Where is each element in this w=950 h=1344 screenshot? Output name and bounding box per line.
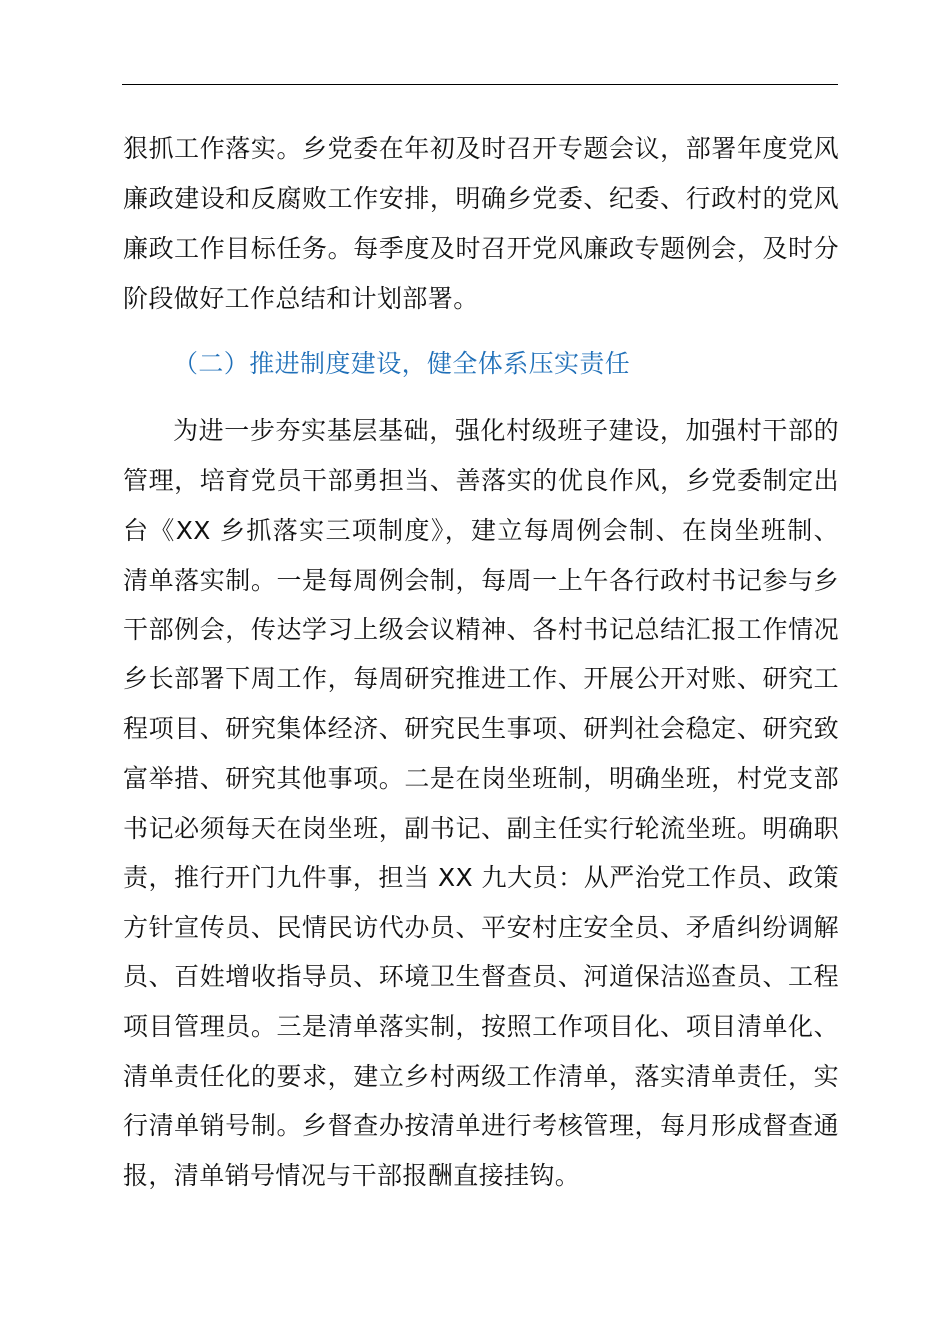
paragraph1-line: 狠抓工作落实。乡党委在年初及时召开专题会议，部署年度党风 — [123, 134, 839, 163]
paragraph2-line: 责，推行开门九件事，担当 XX 九大员：从严治党工作员、政策 — [123, 863, 839, 892]
paragraph2-line: 富举措、研究其他事项。二是在岗坐班制，明确坐班，村党支部 — [123, 764, 839, 793]
paragraph2-line: 清单责任化的要求，建立乡村两级工作清单，落实清单责任，实 — [123, 1062, 839, 1091]
paragraph2-line: 项目管理员。三是清单落实制，按照工作项目化、项目清单化、 — [123, 1012, 839, 1041]
paragraph2-line: 员、百姓增收指导员、环境卫生督查员、河道保洁巡查员、工程 — [123, 962, 839, 991]
paragraph2-line: 干部例会，传达学习上级会议精神、各村书记总结汇报工作情况 — [123, 615, 839, 644]
paragraph2-line: 行清单销号制。乡督查办按清单进行考核管理，每月形成督查通 — [123, 1111, 839, 1140]
paragraph2-line: 方针宣传员、民情民访代办员、平安村庄安全员、矛盾纠纷调解 — [123, 913, 839, 942]
paragraph1-line: 廉政建设和反腐败工作安排，明确乡党委、纪委、行政村的党风 — [123, 184, 839, 213]
paragraph1-line: 阶段做好工作总结和计划部署。 — [123, 284, 479, 313]
paragraph2-line: 管理，培育党员干部勇担当、善落实的优良作风，乡党委制定出 — [123, 466, 839, 495]
section-heading: （二）推进制度建设，健全体系压实责任 — [173, 349, 631, 378]
header-rule — [122, 84, 838, 85]
paragraph2-line: 为进一步夯实基层基础，强化村级班子建设，加强村干部的 — [173, 416, 839, 445]
paragraph2-line: 台《XX 乡抓落实三项制度》，建立每周例会制、在岗坐班制、 — [123, 516, 839, 545]
paragraph2-line: 程项目、研究集体经济、研究民生事项、研判社会稳定、研究致 — [123, 714, 839, 743]
paragraph2-line: 乡长部署下周工作，每周研究推进工作、开展公开对账、研究工 — [123, 664, 839, 693]
paragraph2-line: 清单落实制。一是每周例会制，每周一上午各行政村书记参与乡 — [123, 566, 839, 595]
paragraph2-line: 报，清单销号情况与干部报酬直接挂钩。 — [123, 1161, 581, 1190]
paragraph2-line: 书记必须每天在岗坐班，副书记、副主任实行轮流坐班。明确职 — [123, 814, 839, 843]
paragraph1-line: 廉政工作目标任务。每季度及时召开党风廉政专题例会，及时分 — [123, 234, 839, 263]
